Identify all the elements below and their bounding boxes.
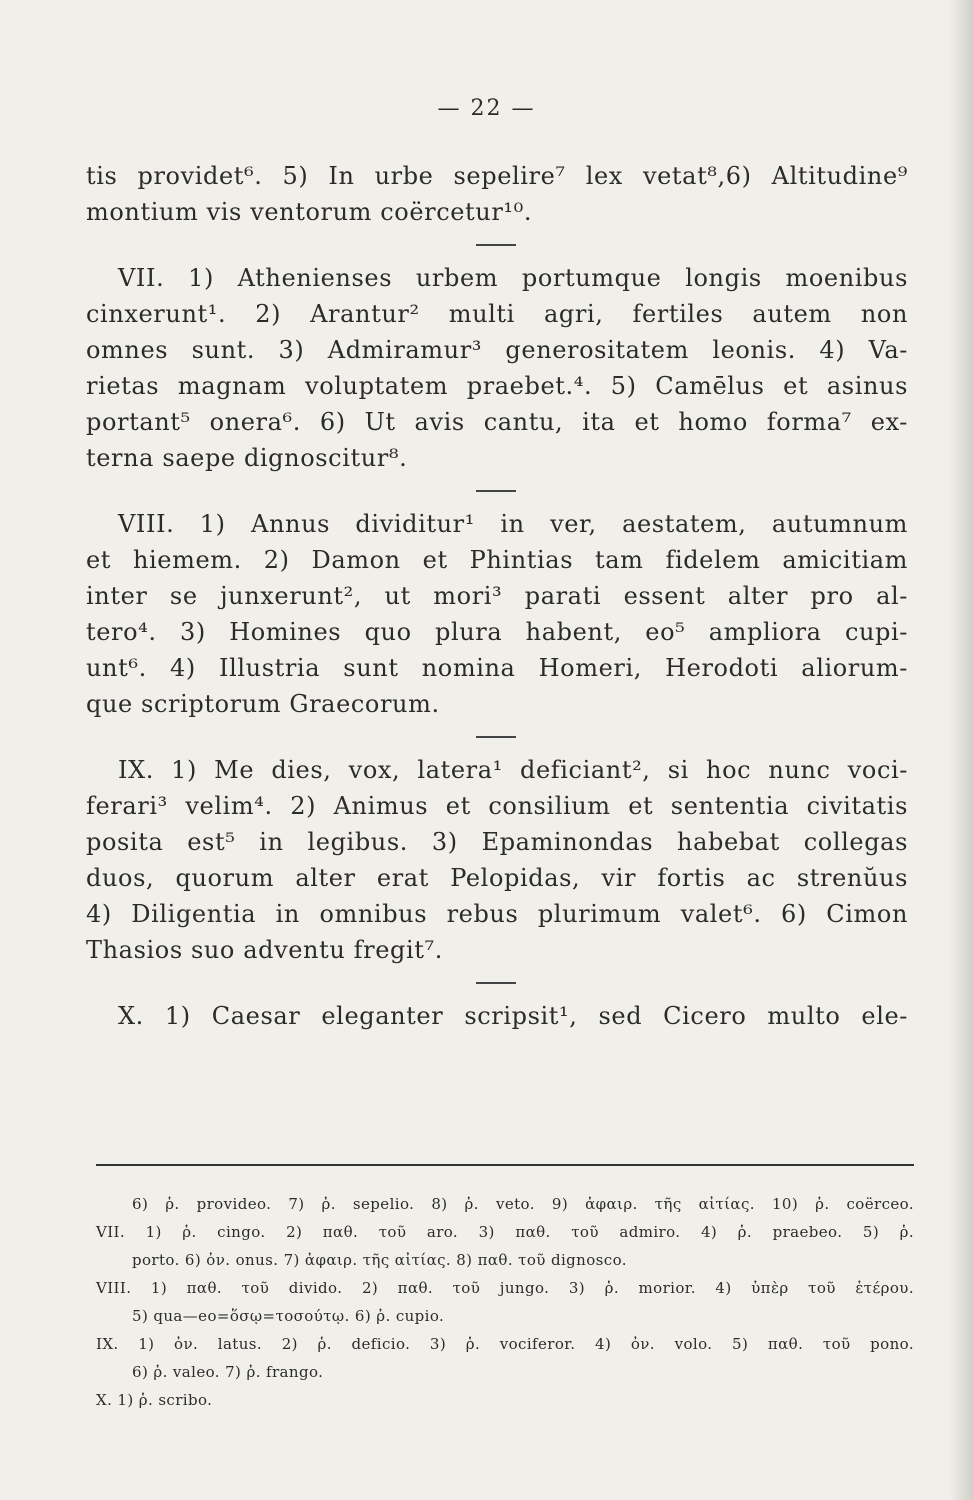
footnote-line: 6) ῥ. valeo. 7) ῥ. frango. [132, 1363, 324, 1381]
exercise-text [86, 158, 908, 1034]
text-line: duos, quorum alter erat Pelopidas, vir fortis ac strenŭus [86, 864, 908, 892]
section-ix-heading-line: IX. 1) Me dies, vox, latera¹ deficiant², si hoc nunc voci- [118, 756, 908, 784]
text-line: unt⁶. 4) Illustria sunt nomina Homeri, Herodoti aliorum- [86, 654, 908, 682]
text-line: Thasios suo adventu fregit⁷. [86, 936, 443, 964]
footnote-line: 5) qua—eo=ὅσῳ=τοσούτῳ. 6) ῥ. cupio. [132, 1307, 445, 1325]
footnote-line: X. 1) ῥ. scribo. [96, 1391, 213, 1409]
footnote-line: VIII. 1) παθ. τοῦ divido. 2) παθ. τοῦ jungo. 3) ῥ. morior. 4) ὑπὲρ τοῦ ἑτέρου. [96, 1279, 914, 1297]
text-line: montium vis ventorum coërcetur¹⁰. [86, 198, 533, 226]
text-line: rietas magnam voluptatem praebet.⁴. 5) Camēlus et asinus [86, 372, 908, 400]
text-line: 4) Diligentia in omnibus rebus plurimum valet⁶. 6) Cimon [86, 900, 908, 928]
text-line: omnes sunt. 3) Admiramur³ generositatem leonis. 4) Va- [86, 336, 908, 364]
text-line: terna saepe dignoscitur⁸. [86, 444, 408, 472]
text-line: cinxerunt¹. 2) Arantur² multi agri, fertiles autem non [86, 300, 908, 328]
section-x-heading-line: X. 1) Caesar eleganter scripsit¹, sed Cicero multo ele- [118, 1002, 908, 1030]
text-line: tero⁴. 3) Homines quo plura habent, eo⁵ ampliora cupi- [86, 618, 908, 646]
section-separator [86, 968, 908, 998]
section-separator [86, 476, 908, 506]
text-line: posita est⁵ in legibus. 3) Epaminondas habebat collegas [86, 828, 908, 856]
text-line: tis providet⁶. 5) In urbe sepelire⁷ lex vetat⁸,6) Altitudine⁹ [86, 162, 908, 190]
text-line: ferari³ velim⁴. 2) Animus et consilium et sententia civitatis [86, 792, 908, 820]
footnote-line: porto. 6) ὀν. onus. 7) ἀφαιρ. τῆς αἰτίας. 8) παθ. τοῦ dignosco. [132, 1251, 627, 1269]
text-line: que scriptorum Graecorum. [86, 690, 440, 718]
text-line: portant⁵ onera⁶. 6) Ut avis cantu, ita et homo forma⁷ ex- [86, 408, 908, 436]
footnote-line: IX. 1) ὀν. latus. 2) ῥ. deficio. 3) ῥ. vociferor. 4) ὀν. volo. 5) παθ. τοῦ pono. [96, 1335, 914, 1353]
section-viii-heading-line: VIII. 1) Annus dividitur¹ in ver, aestatem, autumnum [118, 510, 908, 538]
text-line: inter se junxerunt², ut mori³ parati essent alter pro al- [86, 582, 908, 610]
text-line: et hiemem. 2) Damon et Phintias tam fidelem amicitiam [86, 546, 908, 574]
section-separator [86, 722, 908, 752]
section-separator [86, 230, 908, 260]
footnotes [96, 1190, 914, 1414]
footnote-rule [96, 1164, 914, 1166]
section-vii-heading-line: VII. 1) Athenienses urbem portumque longis moenibus [118, 264, 908, 292]
footnote-line: 6) ῥ. provideo. 7) ῥ. sepelio. 8) ῥ. veto. 9) ἀφαιρ. τῆς αἰτίας. 10) ῥ. coërceo. [132, 1195, 914, 1213]
page-edge-shadow [949, 0, 973, 1500]
footnote-line: VII. 1) ῥ. cingo. 2) παθ. τοῦ aro. 3) παθ. τοῦ admiro. 4) ῥ. praebeo. 5) ῥ. [96, 1223, 914, 1241]
page-number: — 22 — [437, 96, 536, 121]
